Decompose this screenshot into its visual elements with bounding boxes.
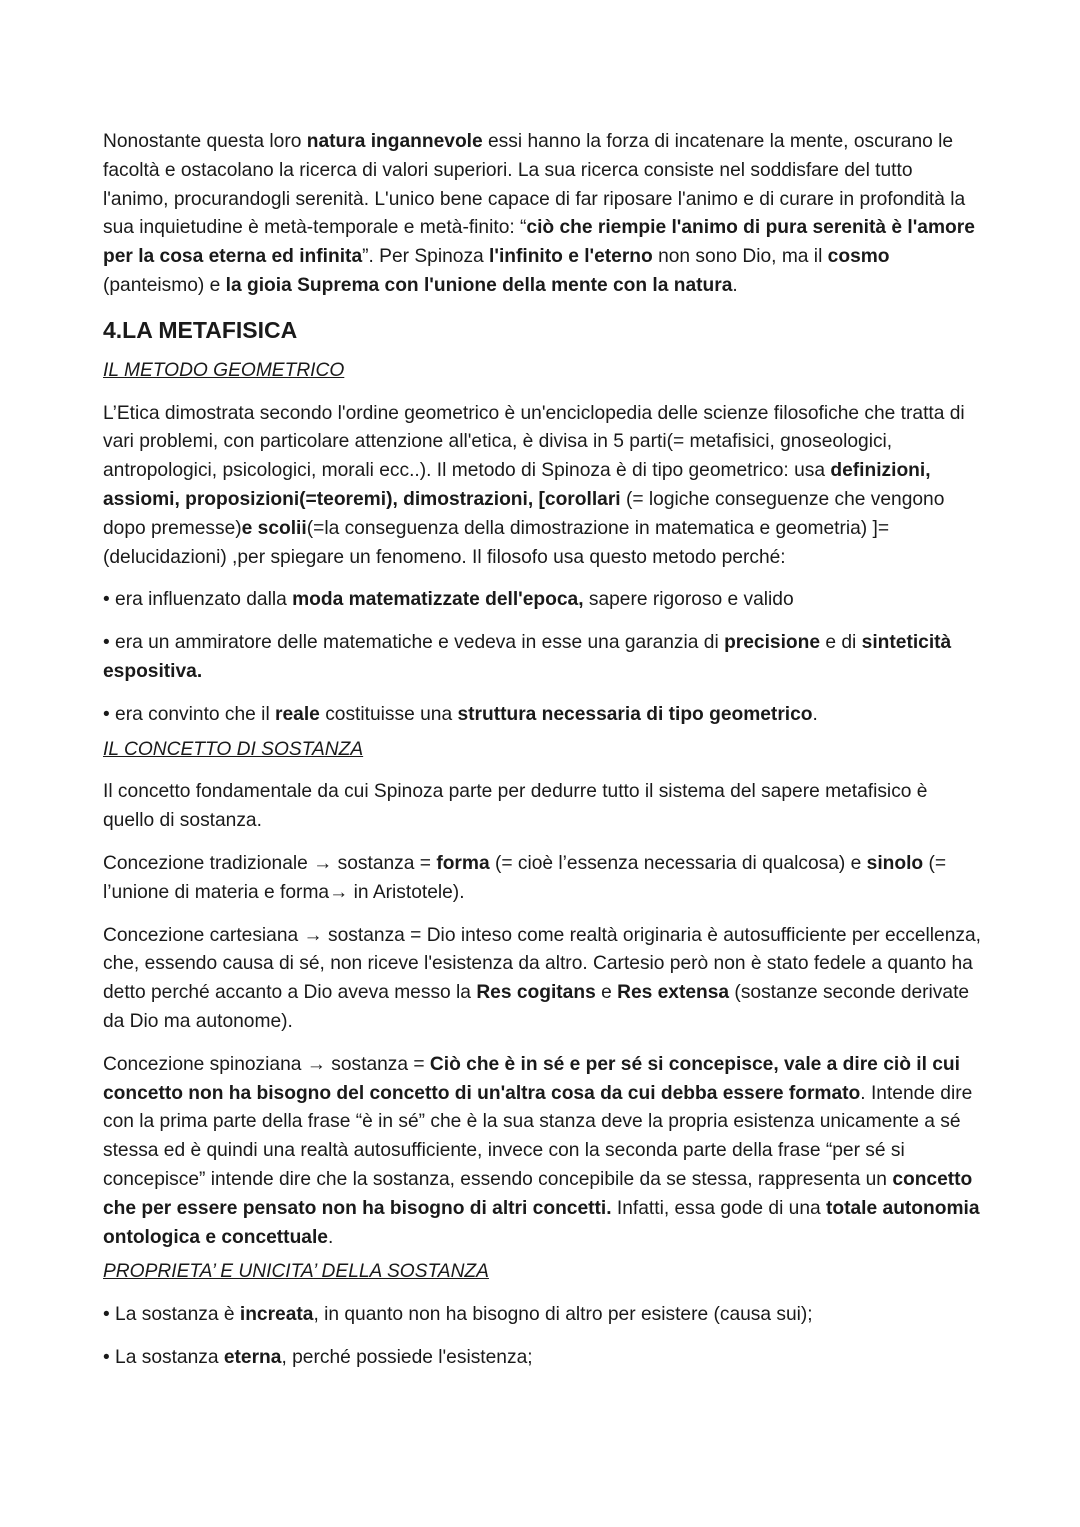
bullet-eterna: • La sostanza eterna, perché possiede l'esistenza; <box>103 1346 533 1368</box>
bullet-moda-matematizzata: • era influenzato dalla moda matematizzate dell'epoca, sapere rigoroso e valido <box>103 589 794 611</box>
paragraph-etica-geometrica: L’Etica dimostrata secondo l'ordine geometrico è un'enciclopedia delle scienze filosofiche che tratta di vari problemi, con particolare attenzione all'etica, è divisa in 5 parti(= metafisici, gnoseologici, antropologici, psicologici, morali ecc..). Il metodo di Spinoza è di tipo geometrico: usa definizioni, assiomi, proposizioni(=teoremi), dimostrazioni, [corollari (= logiche conseguenze che vengono dopo premesse)e scolii(=la conseguenza della dimostrazione in matematica e geometria) ]=(delucidazioni) ,per spiegare un fenomeno. Il filosofo usa questo metodo perché: <box>103 402 965 568</box>
paragraph-concezione-tradizionale: Concezione tradizionale → sostanza = forma (= cioè l’essenza necessaria di qualcosa) e sinolo (= l’unione di materia e forma→ in Aristotele). <box>103 852 947 903</box>
subheading-metodo-geometrico: IL METODO GEOMETRICO <box>103 359 345 381</box>
bullet-struttura-geometrica: • era convinto che il reale costituisse una struttura necessaria di tipo geometrico. <box>103 703 818 725</box>
bullet-ammiratore-matematiche: • era un ammiratore delle matematiche e vedeva in esse una garanzia di precisione e di sinteticità espositiva. <box>103 632 952 682</box>
document-page <box>103 128 983 1387</box>
subheading-concetto-sostanza: IL CONCETTO DI SOSTANZA <box>103 738 364 760</box>
bullet-increata: • La sostanza è increata, in quanto non ha bisogno di altro per esistere (causa sui); <box>103 1304 813 1326</box>
paragraph-concezione-spinoziana: Concezione spinoziana → sostanza = Ciò che è in sé e per sé si concepisce, vale a dire ciò il cui concetto non ha bisogno del concetto di un'altra cosa da cui debba essere formato. Intende dire con la prima parte della frase “è in sé” che è la sua stanza deve la propria esistenza unicamente a sé stessa ed è quindi una realtà autosufficiente, invece con la seconda parte della frase “per sé si concepisce” intende dire che la sostanza, essendo concepibile da se stessa, rappresenta un concetto che per essere pensato non ha bisogno di altri concetti. Infatti, essa gode di una totale autonomia ontologica e concettuale. <box>103 1053 980 1248</box>
paragraph-concetto-fondamentale: Il concetto fondamentale da cui Spinoza parte per dedurre tutto il sistema del sapere metafisico è quello di sostanza. <box>103 781 928 832</box>
paragraph-concezione-cartesiana: Concezione cartesiana → sostanza = Dio inteso come realtà originaria è autosufficiente per eccellenza, che, essendo causa di sé, non riceve l'esistenza da altro. Cartesio però non è stato fedele a quanto ha detto perché accanto a Dio aveva messo la Res cogitans e Res extensa (sostanze seconde derivate da Dio ma autonome). <box>103 924 981 1032</box>
subheading-proprieta-sostanza: PROPRIETA’ E UNICITA’ DELLA SOSTANZA <box>103 1261 489 1283</box>
paragraph-natura-ingannevole: Nonostante questa loro natura ingannevole essi hanno la forza di incatenare la mente, oscurano le facoltà e ostacolano la ricerca di valori superiori. La sua ricerca consiste nel soddisfare del tutto l'animo, procurandogli serenità. L'unico bene capace di far riposare l'animo e di curare in profondità la sua inquietudine è metà-temporale e metà-finito: “ciò che riempie l'animo di pura serenità è l'amore per la cosa eterna ed infinita”. Per Spinoza l'infinito e l'eterno non sono Dio, ma il cosmo (panteismo) e la gioia Suprema con l'unione della mente con la natura. <box>103 131 975 296</box>
section-heading-metafisica: 4.LA METAFISICA <box>103 316 298 343</box>
